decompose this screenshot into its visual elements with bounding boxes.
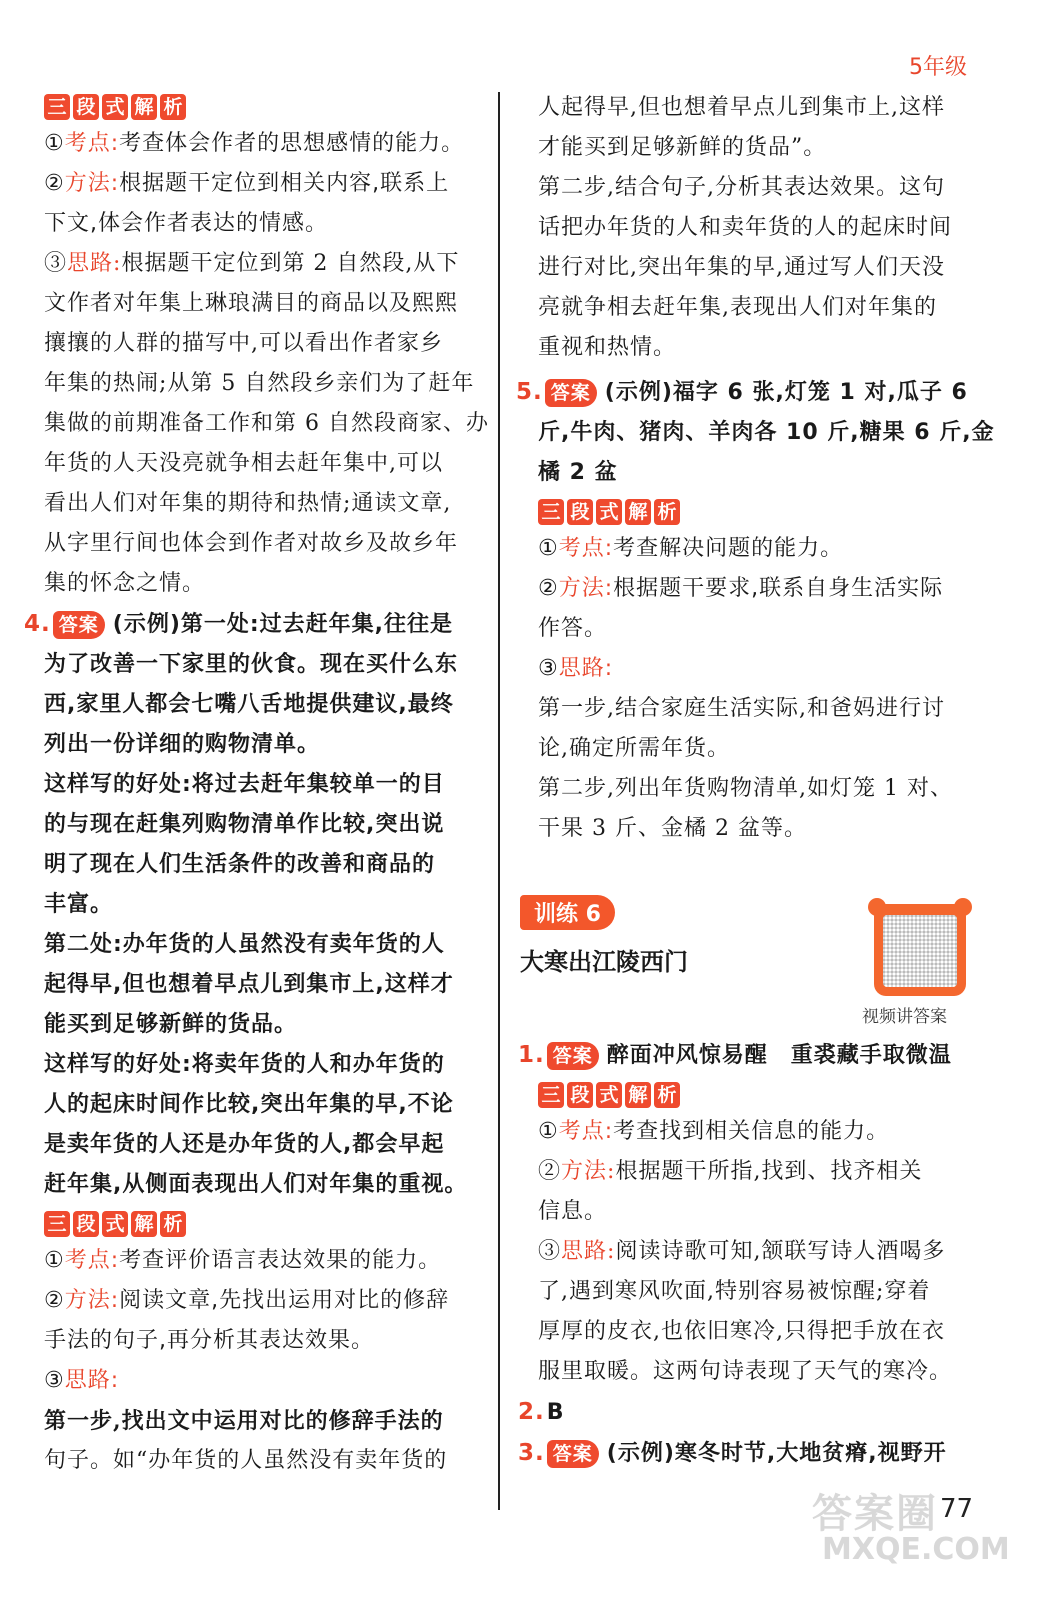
qr-ear-icon (954, 898, 972, 916)
text-line: 第二处:办年货的人虽然没有卖年货的人 (44, 932, 445, 957)
question-3-line (518, 1433, 970, 1474)
kaodian-label: 考点: (558, 1119, 614, 1144)
text-line: 文作者对年集上琳琅满目的商品以及熙熙 (44, 291, 459, 316)
text-line: 橘 2 盆 (538, 460, 618, 485)
kaodian-label: 考点: (558, 536, 614, 561)
analysis-tag (538, 1082, 680, 1108)
page-number: 77 (940, 1494, 974, 1524)
text-line: 集做的前期准备工作和第 6 自然段商家、办 (44, 411, 489, 436)
text-line: 赶年集,从侧面表现出人们对年集的重视。 (44, 1172, 468, 1197)
text-line: 年货的人天没亮就争相去赶年集中,可以 (44, 451, 443, 476)
text-line: 集的怀念之情。 (44, 571, 206, 596)
answer-badge: 答案 (547, 1440, 599, 1468)
text-line: 第二步,结合句子,分析其表达效果。这句 (538, 175, 945, 200)
kaodian-text: 考查评价语言表达效果的能力。 (119, 1248, 442, 1273)
tag-char: 解 (131, 1211, 157, 1237)
text-line: 了,遇到寒风吹面,特别容易被惊醒;穿着 (538, 1279, 931, 1304)
analysis-tag (44, 94, 186, 120)
tag-char: 式 (102, 94, 128, 120)
tag-char: 三 (538, 1082, 564, 1108)
silu-line: ③思路:根据题干定位到第 2 自然段,从下 (44, 251, 460, 276)
text-line: 从字里行间也体会到作者对故乡及故乡年 (44, 531, 459, 556)
question-1-line (518, 1035, 970, 1076)
fangfa-line: ②方法:根据题干要求,联系自身生活实际 (538, 576, 944, 601)
fangfa-line: ②方法:根据题干所指,找到、找齐相关 (538, 1159, 923, 1184)
poem-title: 大寒出江陵西门 (520, 947, 688, 976)
answer-text: (示例)福字 6 张,灯笼 1 对,瓜子 6 (604, 380, 968, 405)
fangfa-text: 根据题干所指,找到、找齐相关 (615, 1159, 923, 1184)
answer-text: 醉面冲风惊易醒 重裘藏手取微温 (606, 1043, 952, 1068)
fangfa-text: 根据题干定位到相关内容,联系上 (119, 171, 450, 196)
question-number: 5. (516, 379, 543, 405)
silu-line: ③思路: (44, 1368, 120, 1393)
text-line: 是卖年货的人还是办年货的人,都会早起 (44, 1132, 445, 1157)
text-line: 列出一份详细的购物清单。 (44, 732, 321, 757)
kaodian-text: 考查解决问题的能力。 (613, 536, 844, 561)
qr-pattern (883, 915, 957, 987)
tag-char: 三 (44, 94, 70, 120)
tag-char: 段 (73, 94, 99, 120)
tag-char: 析 (160, 1211, 186, 1237)
text-line: 才能买到足够新鲜的货品”。 (538, 135, 827, 160)
silu-line: ③思路: (538, 656, 614, 681)
column-divider (498, 92, 500, 1510)
text-line: 重视和热情。 (538, 335, 677, 360)
text-line: 起得早,但也想着早点儿到集市上,这样才 (44, 972, 454, 997)
text-line: 人的起床时间作比较,突出年集的早,不论 (44, 1092, 454, 1117)
text-line: 进行对比,突出年集的早,通过写人们天没 (538, 255, 945, 280)
question-number: 1. (518, 1042, 545, 1068)
silu-label: 思路: (561, 1239, 616, 1264)
tag-char: 析 (654, 499, 680, 525)
text-line: 斤,牛肉、猪肉、羊肉各 10 斤,糖果 6 斤,金 (538, 420, 995, 445)
text-line: 看出人们对年集的期待和热情;通读文章, (44, 491, 452, 516)
text-line: 为了改善一下家里的伙食。现在买什么东 (44, 652, 459, 677)
qr-caption: 视频讲答案 (862, 1007, 947, 1027)
silu-label: 思路: (558, 656, 614, 681)
text-line: 句子。如“办年货的人虽然没有卖年货的 (44, 1448, 448, 1473)
text-line: 的与现在赶集列购物清单作比较,突出说 (44, 812, 445, 837)
answer-text: B (546, 1400, 565, 1425)
analysis-tag (44, 1211, 186, 1237)
text-line: 厚厚的皮衣,也依旧寒冷,只得把手放在衣 (538, 1319, 945, 1344)
silu-label: 思路: (64, 1368, 120, 1393)
text-line: 亮就争相去赶年集,表现出人们对年集的 (538, 295, 937, 320)
text-line: 第一步,找出文中运用对比的修辞手法的 (44, 1408, 444, 1434)
tag-char: 三 (538, 499, 564, 525)
tag-char: 式 (102, 1211, 128, 1237)
right-column (516, 88, 995, 1474)
tag-char: 段 (73, 1211, 99, 1237)
analysis-tag (538, 499, 680, 525)
text-line: 人起得早,但也想着早点儿到集市上,这样 (538, 95, 945, 120)
fangfa-label: 方法: (561, 1159, 616, 1184)
question-5-line (516, 372, 970, 413)
watermark-url: MXQE.COM (822, 1532, 1010, 1567)
text-line: 攘攘的人群的描写中,可以看出作者家乡 (44, 331, 443, 356)
kaodian-line: ①考点:考查评价语言表达效果的能力。 (44, 1248, 442, 1273)
left-column (24, 88, 489, 1481)
fangfa-text: 根据题干要求,联系自身生活实际 (613, 576, 944, 601)
text-line: 信息。 (538, 1199, 608, 1224)
kaodian-label: 考点: (64, 131, 120, 156)
kaodian-line: ①考点:考查解决问题的能力。 (538, 536, 844, 561)
fangfa-line: ②方法:根据题干定位到相关内容,联系上 (44, 171, 450, 196)
kaodian-text: 考查找到相关信息的能力。 (613, 1119, 890, 1144)
tag-char: 解 (625, 499, 651, 525)
tag-char: 析 (654, 1082, 680, 1108)
text-line: 这样写的好处:将过去赶年集较单一的目 (44, 772, 445, 797)
silu-text: 根据题干定位到第 2 自然段,从下 (121, 251, 460, 276)
text-line: 手法的句子,再分析其表达效果。 (44, 1328, 374, 1353)
answer-badge: 答案 (545, 379, 597, 407)
fangfa-label: 方法: (558, 576, 614, 601)
text-line: 干果 3 斤、金橘 2 盆等。 (538, 816, 807, 841)
qr-code[interactable] (874, 904, 966, 996)
silu-text: 阅读诗歌可知,颔联写诗人酒喝多 (615, 1239, 946, 1264)
answer-text: (示例)寒冬时节,大地贫瘠,视野开 (606, 1441, 947, 1466)
tag-char: 式 (596, 1082, 622, 1108)
answer-badge: 答案 (53, 611, 105, 639)
silu-line: ③思路:阅读诗歌可知,颔联写诗人酒喝多 (538, 1239, 946, 1264)
tag-char: 三 (44, 1211, 70, 1237)
text-line: 下文,体会作者表达的情感。 (44, 211, 328, 236)
question-number: 3. (518, 1440, 545, 1466)
qr-ear-icon (868, 898, 886, 916)
text-line: 能买到足够新鲜的货品。 (44, 1012, 298, 1037)
text-line: 明了现在人们生活条件的改善和商品的 (44, 852, 436, 877)
watermark: 答案圈 (812, 1491, 938, 1537)
question-number: 2. (518, 1399, 545, 1425)
text-line: 话把办年货的人和卖年货的人的起床时间 (538, 215, 953, 240)
tag-char: 解 (625, 1082, 651, 1108)
text-line: 第二步,列出年货购物清单,如灯笼 1 对、 (538, 776, 953, 801)
text-line: 服里取暖。这两句诗表现了天气的寒冷。 (538, 1359, 953, 1384)
answer-text: (示例)第一处:过去赶年集,往往是 (112, 612, 454, 637)
text-line: 作答。 (538, 616, 608, 641)
silu-label: 思路: (67, 251, 122, 276)
training-badge: 训练 6 (520, 895, 615, 930)
fangfa-text: 阅读文章,先找出运用对比的修辞 (119, 1288, 450, 1313)
text-line: 年集的热闹;从第 5 自然段乡亲们为了赶年 (44, 371, 475, 396)
text-line: 这样写的好处:将卖年货的人和办年货的 (44, 1052, 445, 1077)
tag-char: 析 (160, 94, 186, 120)
tag-char: 解 (131, 94, 157, 120)
kaodian-line: ①考点:考查找到相关信息的能力。 (538, 1119, 890, 1144)
answer-badge: 答案 (547, 1042, 599, 1070)
kaodian-label: 考点: (64, 1248, 120, 1273)
tag-char: 段 (567, 499, 593, 525)
fangfa-label: 方法: (64, 171, 120, 196)
question-number: 4. (24, 611, 51, 637)
text-line: 西,家里人都会七嘴八舌地提供建议,最终 (44, 692, 454, 717)
question-4-line (24, 604, 476, 645)
fangfa-label: 方法: (64, 1288, 120, 1313)
tag-char: 式 (596, 499, 622, 525)
grade-label: 5年级 (909, 55, 967, 80)
question-2-line (518, 1392, 970, 1433)
tag-char: 段 (567, 1082, 593, 1108)
text-line: 论,确定所需年货。 (538, 736, 730, 761)
text-line: 第一步,结合家庭生活实际,和爸妈进行讨 (538, 696, 945, 721)
kaodian-line: ①考点:考查体会作者的思想感情的能力。 (44, 131, 465, 156)
text-line: 丰富。 (44, 892, 114, 917)
fangfa-line: ②方法:阅读文章,先找出运用对比的修辞 (44, 1288, 450, 1313)
kaodian-text: 考查体会作者的思想感情的能力。 (119, 131, 465, 156)
